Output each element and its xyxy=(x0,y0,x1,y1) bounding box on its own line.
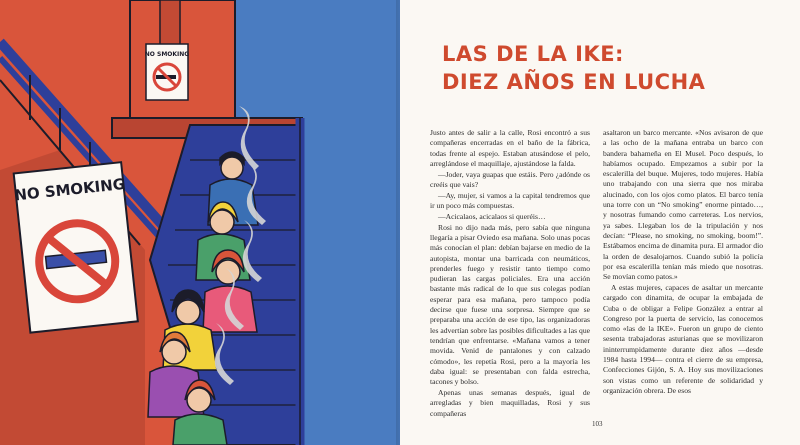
small-no-smoking-sign xyxy=(145,44,190,100)
large-sign-text: NO SMOKING xyxy=(13,174,126,205)
paragraph: asaltaron un barco mercante. «Nos avisaron de que a las ocho de la mañana entraba un barco con bandera bahameña en El Musel. Poco después, lo habíamos ocupado. Empezamos a subir por la escalerilla del buque. Mujeres, todo mujeres. Había uno trabajando con una sierra que nos miraba alucinado, con los ojos como platos. El barco tenía una torre con un “No smoking” enorme pintado…, y nosotras fumando como carreteras. Los nervios, ya sabes. Llegaban los de la tripulación y nos decían: “Please, no smoking, no smoking, boom!”. Estábamos encima de dinamita pura. El armador dio la orden de desalojarnos. Cuando subió la policía por esa escalerilla tenían más miedo que nosotras. Se movían como patos.» xyxy=(603,128,763,282)
paragraph: Justo antes de salir a la calle, Rosi encontró a sus compañeras encerradas en el baño de la fábrica, todas frente al espejo. Estaban atusándose el pelo, arreglándose el maquillaje, ajustándose la falda. xyxy=(430,128,590,168)
paragraph: —Joder, vaya guapas que estáis. Pero ¿adónde os creéis que vais? xyxy=(430,169,590,189)
small-sign-text: NO SMOKING xyxy=(144,51,190,58)
paragraph: —Ay, mujer, si vamos a la capital tendremos que ir un poco más compuestas. xyxy=(430,190,590,211)
chapter-title xyxy=(442,40,705,96)
paragraph: Apenas unas semanas después, igual de arregladas y bien maquilladas, Rosi y sus compañeras xyxy=(430,387,590,418)
woman-6 xyxy=(173,414,227,445)
large-no-smoking-sign xyxy=(12,162,139,333)
paragraph: Rosi no dijo nada más, pero sabía que ninguna llegaría a pisar Oviedo esa mañana. Solo unas pocas más conocían el plan: debían bajarse en medio de la autopista, montar una barricada con neumáticos, prenderles fuego y resistir tanto tiempo como pudieran las cargas policiales. Era una acción bastante más radical de lo que sus colegas podían esperar para esa mañana, pero tampoco podía decirse que fuese una sorpresa. Siempre que se preparaba una acción de ese tipo, las organizadoras les advertían sobre las posibles dificultades a las que tendrían que enfrentarse. «Mañana vamos a tener movida. Venid de pantalones y con calzado cómodo», les repetía Rosi, pero a la mayoría les daba igual: se presentaban con falda estrecha, tacones y bolso. xyxy=(430,222,590,387)
page-number: 103 xyxy=(592,420,603,428)
right-page-text xyxy=(400,0,800,445)
text-column-2 xyxy=(603,128,763,397)
text-column-1 xyxy=(430,128,590,419)
paragraph: —Acicalaos, acicalaos si queréis… xyxy=(438,211,546,221)
paragraph: A estas mujeres, capaces de asaltar un mercante cargado con dinamita, de ocupar la embajada de Cuba o de obligar a Felipe González a entrar al Congreso por la puerta de servicio, las conocemos como «las de la IKE». Fueron un grupo de ciento sesenta trabajadoras asturianas que se movilizaron ininterrumpidamente durante diez años —desde 1984 hasta 1994— contra el cierre de su empresa, Confecciones Gijón, S. A. Hoy sus movilizaciones son vistas como un referente de solidaridad y organización obrera. De esos xyxy=(603,282,763,395)
chapter-title-text: LAS DE LA IKE: DIEZ AÑOS EN LUCHA xyxy=(442,42,706,94)
